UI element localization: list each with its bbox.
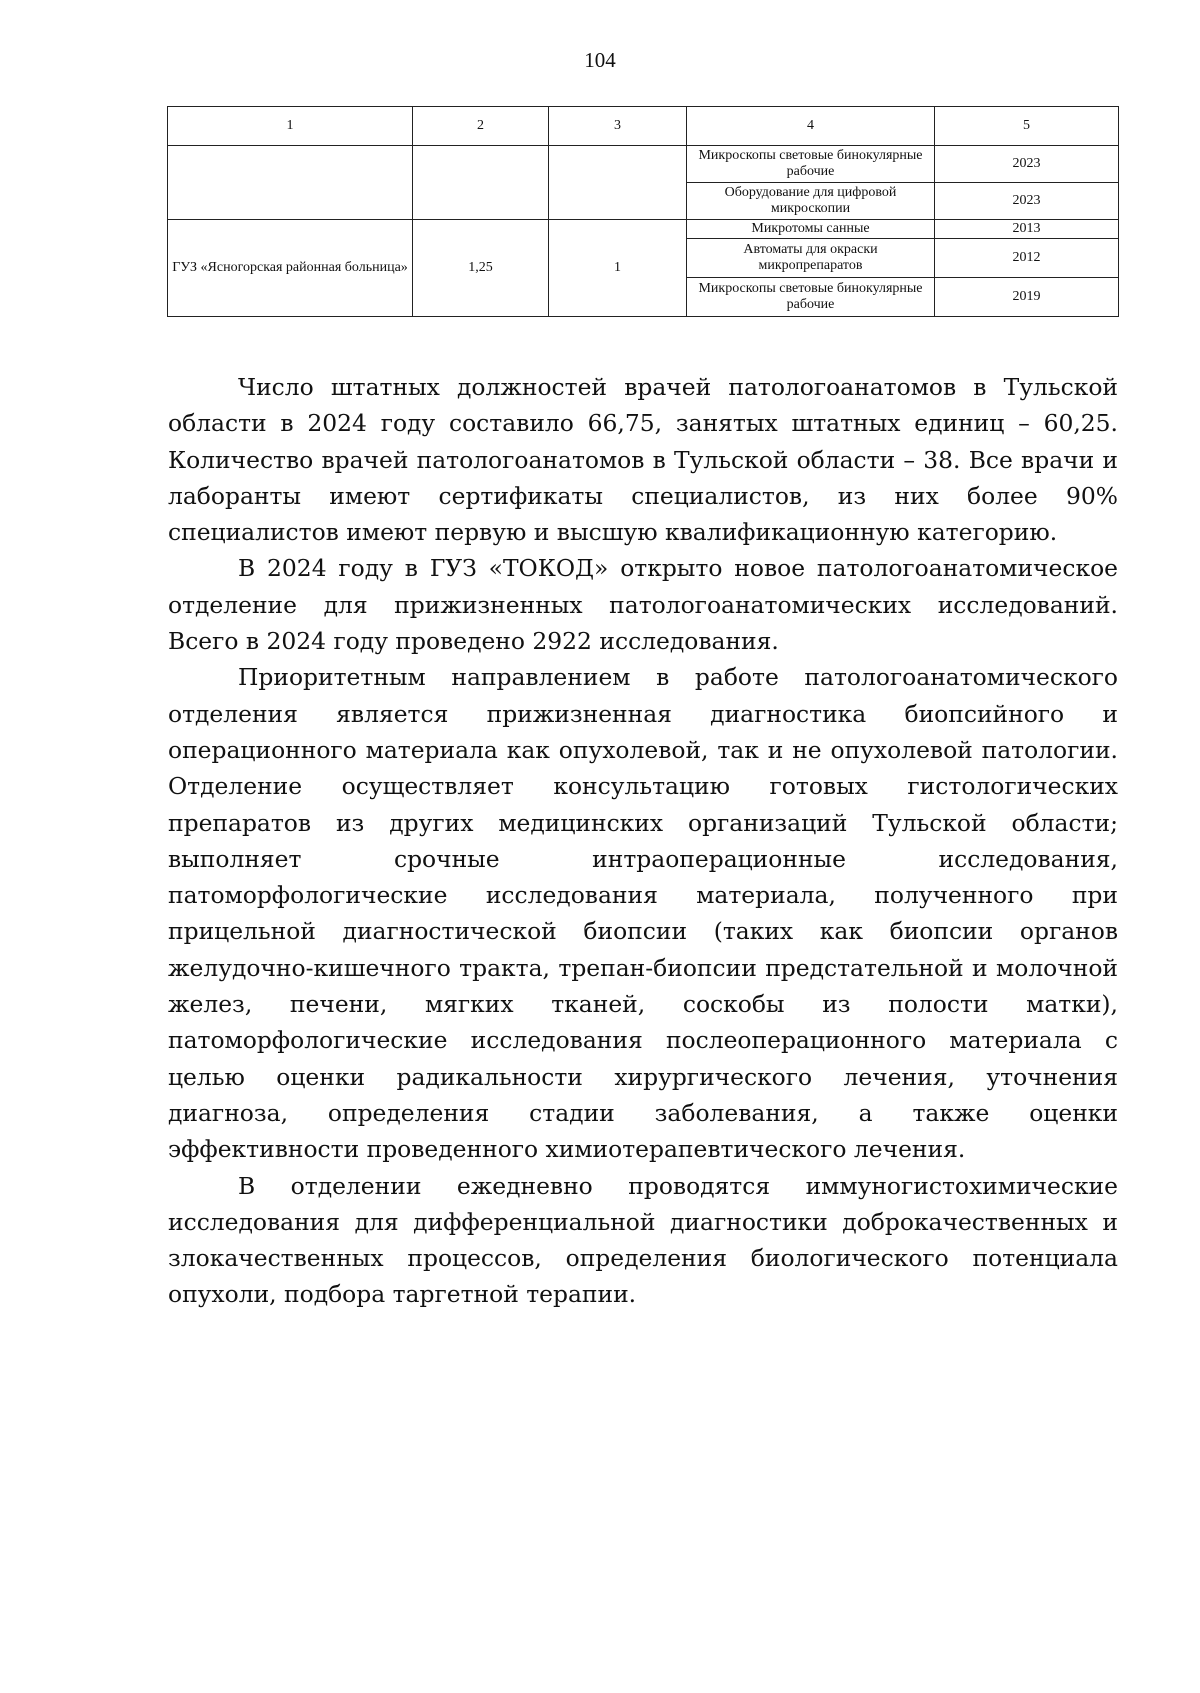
page-number: 104 [584, 48, 616, 72]
equipment-name: Микроскопы световые бинокулярные рабочие [687, 278, 935, 317]
equipment-name: Оборудование для цифровой микроскопии [687, 183, 935, 220]
table-cell-col2: 1,25 [413, 220, 549, 317]
paragraph-immunohistochemistry: В отделении ежедневно проводятся иммуногистохимические исследования для дифференциальной диагностики доброкачественных и злокачественных процессов, определения биологического потенциала опухоли, подбора таргетной терапии. [168, 1171, 1118, 1309]
paragraph-staff: Число штатных должностей врачей патологоанатомов в Тульской области в 2024 году составило 66,75, занятых штатных единиц – 60,25. Количество врачей патологоанатомов в Тульской области – 38. Все врачи и лаборанты имеют сертификаты специалистов, из них более 90% специалистов имеют первую и высшую квалификационную категорию. [168, 373, 1118, 547]
table-header-row [168, 107, 1119, 146]
table-header-cell: 4 [687, 107, 935, 146]
table-cell-empty [549, 146, 687, 220]
paragraph-new-department: В 2024 году в ГУЗ «ТОКОД» открыто новое патологоанатомическое отделение для прижизненных патологоанатомических исследований. Всего в 2024 году проведено 2922 исследования. [168, 554, 1118, 656]
body-text [168, 369, 1118, 1313]
table-header-cell: 3 [549, 107, 687, 146]
paragraph-priorities: Приоритетным направлением в работе патологоанатомического отделения является прижизненная диагностика биопсийного и операционного материала как опухолевой, так и не опухолевой патологии. Отделение осуществляет консультацию готовых гистологических препаратов из других медицинских организаций Тульской области; выполняет срочные интраоперационные исследования, патоморфологические исследования материала, полученного при прицельной диагностической биопсии (таких как биопсии органов желудочно-кишечного тракта, трепан-биопсии предстательной и молочной желез, печени, мягких тканей, соскобы из полости матки), патоморфологические исследования послеоперационного материала с целью оценки радикальности хирургического лечения, уточнения диагноза, определения стадии заболевания, а также оценки эффективности проведенного химиотерапевтического лечения. [168, 663, 1118, 1164]
table-header-cell: 1 [168, 107, 413, 146]
table-cell-empty [168, 146, 413, 220]
equipment-year: 2012 [935, 239, 1119, 278]
equipment-name: Автоматы для окраски микропрепаратов [687, 239, 935, 278]
table-header-cell: 5 [935, 107, 1119, 146]
equipment-table [167, 106, 1119, 317]
equipment-name: Микротомы санные [687, 220, 935, 239]
equipment-year: 2019 [935, 278, 1119, 317]
equipment-year: 2023 [935, 146, 1119, 183]
table-cell-col3: 1 [549, 220, 687, 317]
equipment-year: 2023 [935, 183, 1119, 220]
table-header-cell: 2 [413, 107, 549, 146]
table-cell-empty [413, 146, 549, 220]
institution-name: ГУЗ «Ясногорская районная больница» [168, 220, 413, 317]
table-row [168, 220, 1119, 239]
equipment-name: Микроскопы световые бинокулярные рабочие [687, 146, 935, 183]
table-row [168, 146, 1119, 183]
equipment-year: 2013 [935, 220, 1119, 239]
